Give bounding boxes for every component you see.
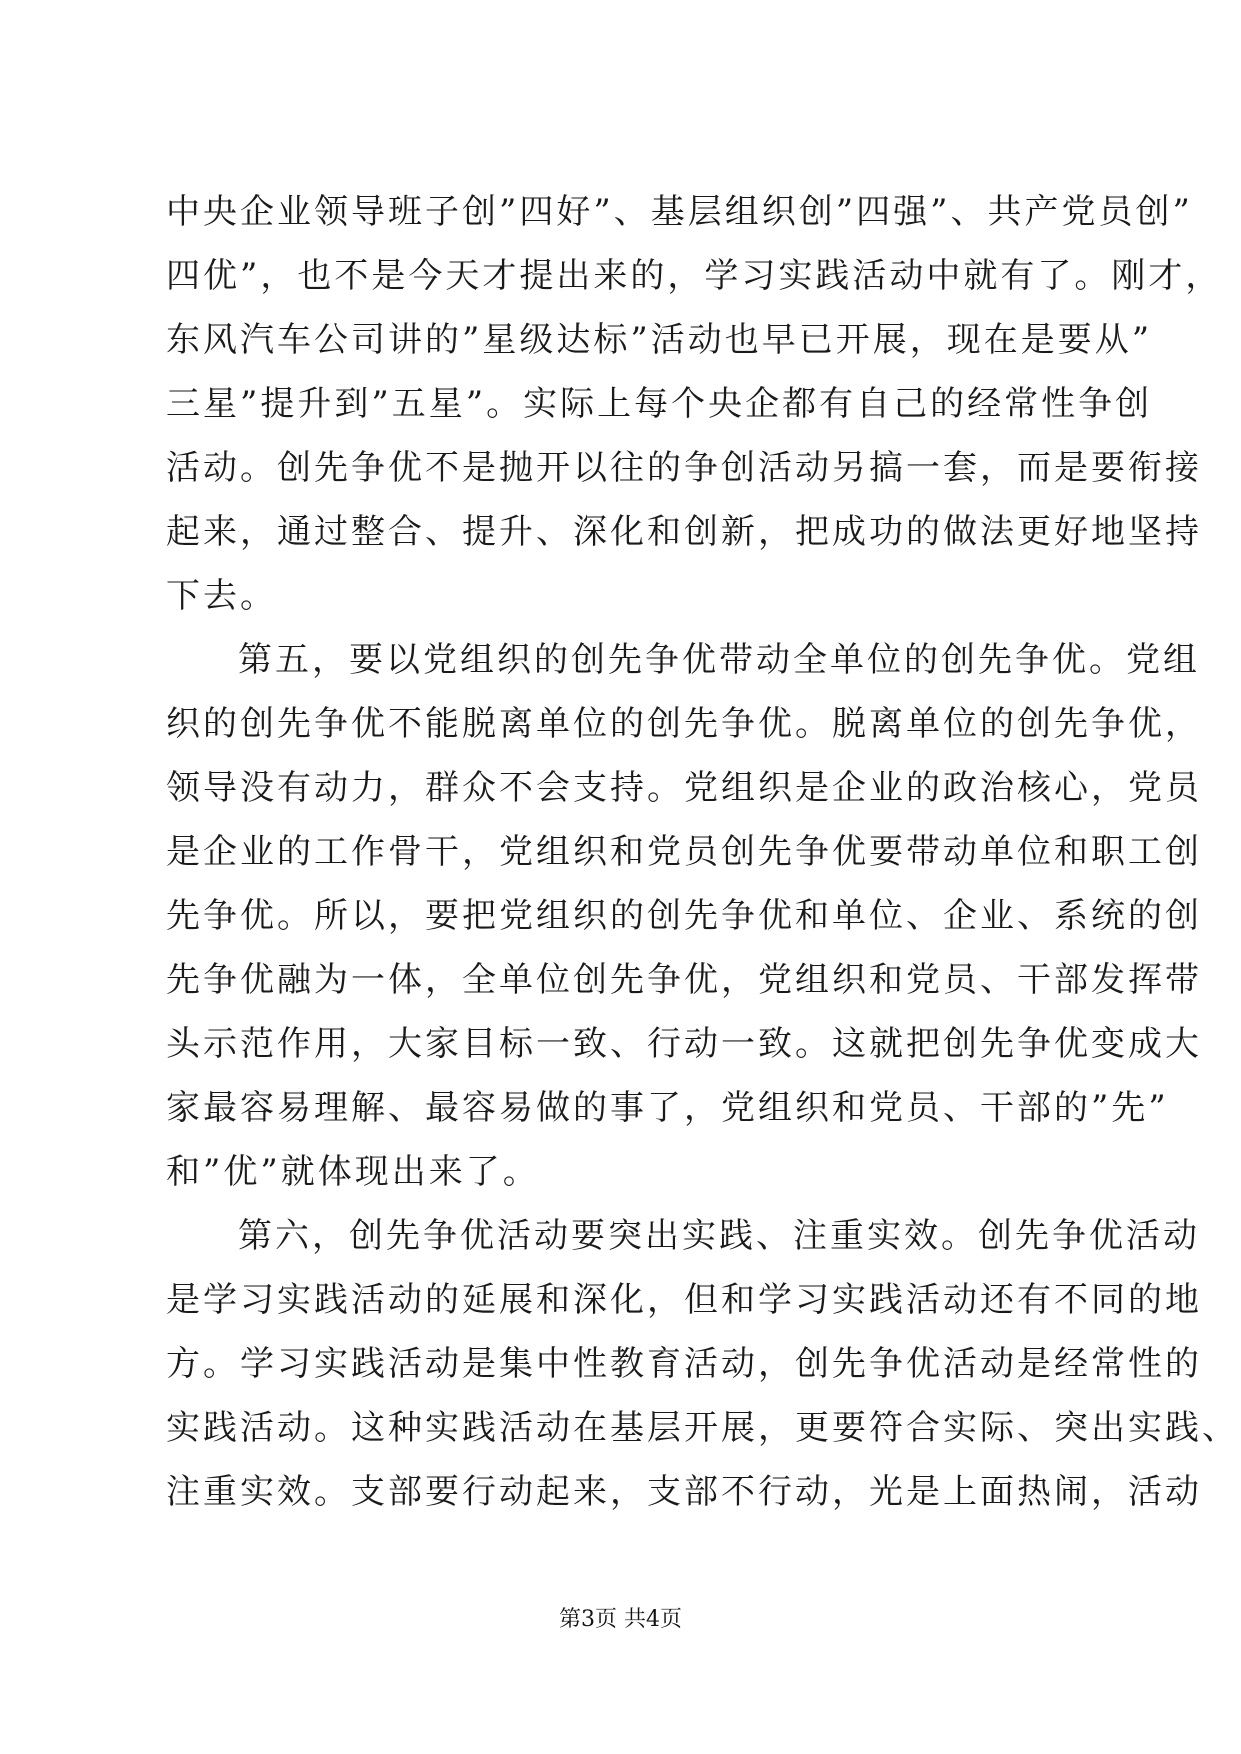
text-line: 起来，通过整合、提升、深化和创新，把成功的做法更好地坚持 xyxy=(166,512,1202,552)
text-line: 注重实效。支部要行动起来，支部不行动，光是上面热闹，活动 xyxy=(166,1472,1202,1512)
text-line: 织的创先争优不能脱离单位的创先争优。脱离单位的创先争优， xyxy=(166,704,1202,744)
text-line: 先争优。所以，要把党组织的创先争优和单位、企业、系统的创 xyxy=(166,896,1202,936)
text-line: 和”优”就体现出来了。 xyxy=(166,1152,540,1192)
text-line: 三星”提升到”五星”。实际上每个央企都有自己的经常性争创 xyxy=(166,384,1153,424)
text-line: 实践活动。这种实践活动在基层开展，更要符合实际、突出实践、 xyxy=(166,1408,1239,1448)
text-line: 头示范作用，大家目标一致、行动一致。这就把创先争优变成大 xyxy=(166,1024,1202,1064)
text-line: 领导没有动力，群众不会支持。党组织是企业的政治核心，党员 xyxy=(166,768,1202,808)
text-line: 家最容易理解、最容易做的事了，党组织和党员、干部的”先” xyxy=(166,1088,1169,1128)
document-body xyxy=(166,180,1239,1524)
text-line: 下去。 xyxy=(166,576,277,616)
paragraph-start-line: 第六，创先争优活动要突出实践、注重实效。创先争优活动 xyxy=(238,1216,1200,1256)
text-line: 方。学习实践活动是集中性教育活动，创先争优活动是经常性的 xyxy=(166,1344,1202,1384)
text-line: 是学习实践活动的延展和深化，但和学习实践活动还有不同的地 xyxy=(166,1280,1202,1320)
page-number: 第3页 共4页 xyxy=(559,1607,682,1632)
text-line: 活动。创先争优不是抛开以往的争创活动另搞一套，而是要衔接 xyxy=(166,448,1202,488)
text-line: 中央企业领导班子创”四好”、基层组织创”四强”、共产党员创” xyxy=(166,192,1193,232)
text-line: 是企业的工作骨干，党组织和党员创先争优要带动单位和职工创 xyxy=(166,832,1202,872)
page-footer xyxy=(0,1605,1241,1635)
text-line: 四优”，也不是今天才提出来的，学习实践活动中就有了。刚才， xyxy=(166,256,1223,296)
text-line: 东风汽车公司讲的”星级达标”活动也早已开展，现在是要从” xyxy=(166,320,1153,360)
paragraph-start-line: 第五，要以党组织的创先争优带动全单位的创先争优。党组 xyxy=(238,640,1200,680)
text-line: 先争优融为一体，全单位创先争优，党组织和党员、干部发挥带 xyxy=(166,960,1202,1000)
